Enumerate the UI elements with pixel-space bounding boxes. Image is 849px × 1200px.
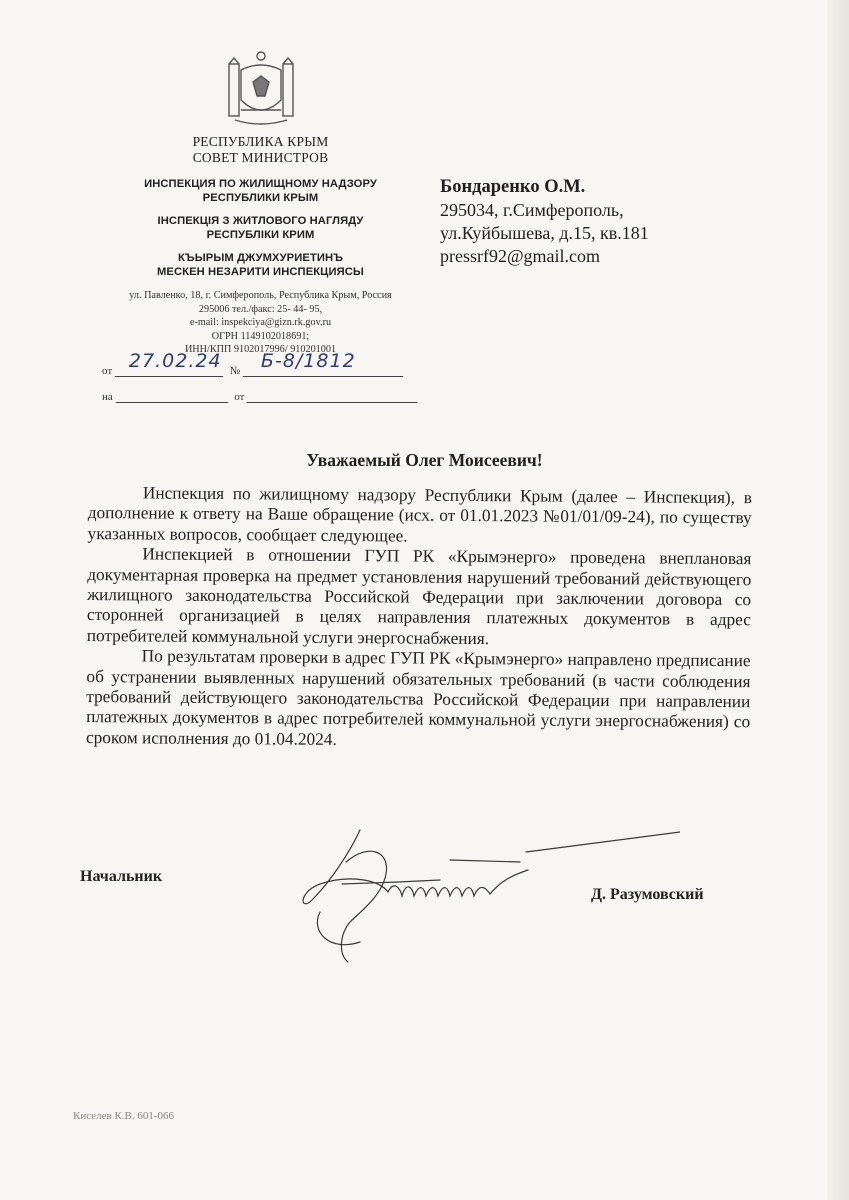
crimea-coat-of-arms-icon	[225, 50, 297, 126]
handwritten-date: 27.02.24	[128, 350, 222, 372]
handwritten-number: Б-8/1812	[260, 350, 356, 372]
republic-title: РЕСПУБЛИКА КРЫМ	[192, 134, 329, 149]
signer-name: Д. Разумовский	[591, 886, 704, 903]
council-title: СОВЕТ МИНИСТРОВ	[192, 150, 329, 165]
page-edge-shadow	[827, 0, 849, 1200]
registration-block	[102, 350, 408, 414]
org-name-ukrainian: ІНСПЕКЦІЯ З ЖИТЛОВОГО НАГЛЯДУ РЕСПУБЛІКИ КРИМ	[157, 215, 364, 241]
signer-position: Начальник	[80, 868, 163, 885]
org-name-crimean-tatar: КЪЫРЫМ ДЖУМХУРИЕТИНЪ МЕСКЕН НЕЗАРИТИ ИНСПЕКЦИЯСЫ	[157, 252, 364, 278]
recipient-address-line1: 295034, г.Симферополь,	[440, 200, 624, 220]
letterhead	[88, 50, 433, 357]
org-contacts: ул. Павленко, 18, г. Симферополь, Республика Крым, Россия 295006 тел./факс: 25- 44- 95, e-mail: inspekciya@gizn.rk.gov.ru ОГРН 1149102018691; ИНН/КПП 9102017996/ 910201001	[129, 290, 392, 355]
recipient-email: pressrf92@gmail.com	[440, 246, 601, 266]
body-paragraph-1: Инспекция по жилищному надзору Республики Крым (далее – Инспекция), в дополнение к ответу на Ваше обращение (исх. от 01.01.2023 №01/01/09-24), по существу указанных вопросов, сообщает следующее.	[87, 483, 752, 546]
body-paragraph-3: По результатам проверки в адрес ГУП РК «Крымэнерго» направлено предписание об устранении выявленных нарушений обязательных требований (в части соблюдения требований действующего законодательства Российской Федерации при направлении платежных документов в адрес потребителей коммунальной услуги энергоснабжения) со сроком исполнения до 01.04.2024.	[85, 646, 751, 749]
executor-note: Киселев К.В. 601-066	[73, 1110, 175, 1122]
letter-body	[86, 483, 752, 753]
recipient-name: Бондаренко О.М.	[440, 177, 586, 197]
recipient-address-line2: ул.Куйбышева, д.15, кв.181	[440, 223, 649, 243]
recipient-block	[440, 176, 770, 268]
body-paragraph-2: Инспекцией в отношении ГУП РК «Крымэнерго» проведена внеплановая документарная проверка на предмет установления нарушений требований действующего жилищного законодательства Российской Федерации при заключении договора со сторонней организацией в целях направления платежных документов в адрес потребителей коммунальной услуги энергоснабжения.	[86, 544, 752, 648]
outgoing-number-line: от 27.02.24 № Б-8/1812	[102, 362, 408, 388]
org-name-russian: ИНСПЕКЦИЯ ПО ЖИЛИЩНОМУ НАДЗОРУ РЕСПУБЛИКИ КРЫМ	[144, 178, 377, 204]
incoming-reference-line: на от	[102, 388, 408, 414]
salutation: Уважаемый Олег Моисеевич!	[306, 450, 543, 470]
